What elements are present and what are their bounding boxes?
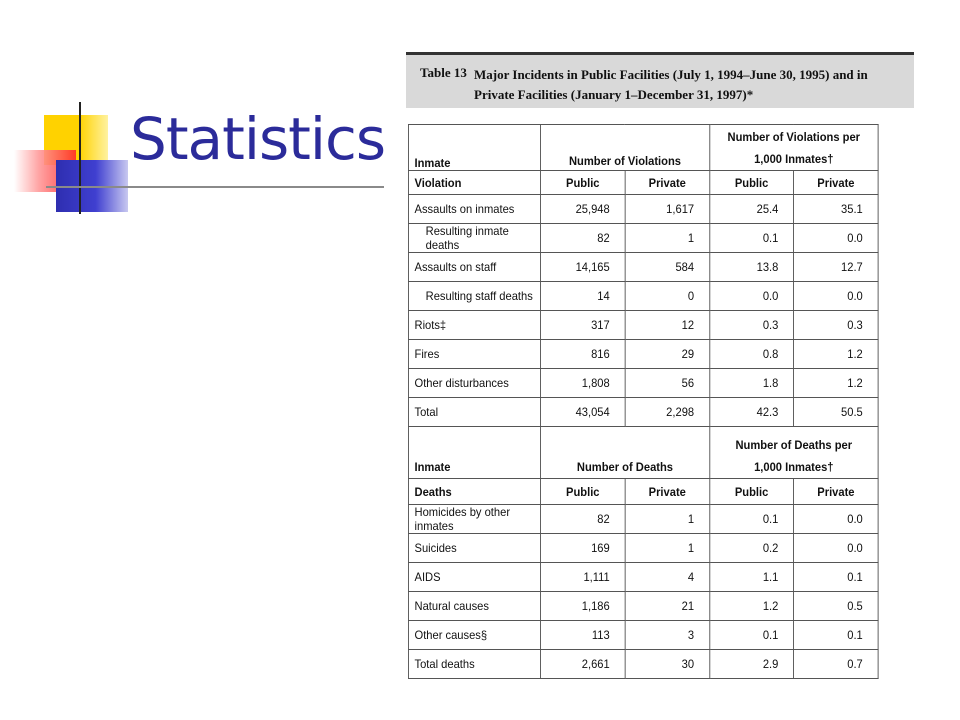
cell-value: 0.8	[709, 340, 793, 369]
violations-section	[408, 125, 878, 427]
cell-value: 30	[625, 650, 709, 679]
violations-group2-line1: Number of Violations per	[727, 130, 861, 144]
deaths-group1-header: Number of Deaths	[540, 427, 709, 479]
violations-group1-header: Number of Violations	[540, 125, 709, 171]
sub-header: Private	[625, 479, 709, 505]
row-label: Total deaths	[408, 650, 540, 679]
row-label: Assaults on staff	[408, 253, 540, 282]
cell-value: 12	[625, 311, 709, 340]
violations-header-line2: Violation	[408, 171, 540, 195]
cell-value: 1.2	[794, 369, 878, 398]
vertical-rule	[79, 102, 81, 214]
cell-value: 317	[540, 311, 625, 340]
table-row	[408, 224, 878, 253]
row-label: Riots‡	[408, 311, 540, 340]
table-row	[408, 282, 878, 311]
deaths-header-row	[408, 427, 878, 479]
cell-value: 0.5	[794, 592, 878, 621]
table-label: Table 13	[420, 65, 467, 80]
violations-header-line1: Inmate	[414, 156, 451, 170]
row-label: Total	[408, 398, 540, 427]
cell-value: 2,298	[625, 398, 709, 427]
cell-value: 43,054	[540, 398, 625, 427]
cell-value: 14	[540, 282, 625, 311]
cell-value: 12.7	[794, 253, 878, 282]
cell-value: 1,186	[540, 592, 625, 621]
cell-value: 0.1	[709, 505, 793, 534]
cell-value: 1	[625, 505, 709, 534]
sub-header: Private	[625, 171, 709, 195]
slide-logo-decoration	[0, 0, 140, 230]
cell-value: 584	[625, 253, 709, 282]
table-row	[408, 398, 878, 427]
violations-subheader-row	[408, 171, 878, 195]
cell-value: 82	[540, 224, 625, 253]
row-label: Suicides	[408, 534, 540, 563]
sub-header: Public	[540, 171, 625, 195]
cell-value: 0.3	[709, 311, 793, 340]
row-label: Fires	[408, 340, 540, 369]
deaths-section	[408, 427, 878, 679]
cell-value: 25.4	[709, 195, 793, 224]
cell-value: 56	[625, 369, 709, 398]
table-caption-text: Major Incidents in Public Facilities (July 1, 1994–June 30, 1995) and in Private Facilities (January 1–December 31, 1997)*	[474, 67, 868, 102]
sub-header: Private	[794, 171, 878, 195]
cell-value: 82	[540, 505, 625, 534]
cell-value: 1	[625, 534, 709, 563]
table-row	[408, 340, 878, 369]
slide-title: Statistics	[130, 105, 386, 173]
cell-value: 1.1	[709, 563, 793, 592]
cell-value: 3	[625, 621, 709, 650]
cell-value: 0.7	[794, 650, 878, 679]
cell-value: 0.0	[794, 505, 878, 534]
cell-value: 1.2	[709, 592, 793, 621]
cell-value: 35.1	[794, 195, 878, 224]
cell-value: 0.1	[794, 563, 878, 592]
table-row	[408, 592, 878, 621]
incidents-table	[408, 124, 879, 679]
table-row	[408, 311, 878, 340]
cell-value: 25,948	[540, 195, 625, 224]
row-label: Assaults on inmates	[408, 195, 540, 224]
cell-value: 1.2	[794, 340, 878, 369]
deaths-group2-line2: 1,000 Inmates†	[754, 460, 834, 474]
table-figure	[406, 52, 914, 712]
cell-value: 21	[625, 592, 709, 621]
cell-value: 0.0	[709, 282, 793, 311]
table-row	[408, 369, 878, 398]
cell-value: 1,808	[540, 369, 625, 398]
table-row	[408, 621, 878, 650]
row-label: Homicides by other inmates	[408, 505, 540, 534]
cell-value: 0.0	[794, 534, 878, 563]
cell-value: 0.0	[794, 224, 878, 253]
cell-value: 169	[540, 534, 625, 563]
cell-value: 13.8	[709, 253, 793, 282]
row-label: Other disturbances	[408, 369, 540, 398]
row-label: Resulting inmate deaths	[408, 224, 540, 253]
table-row	[408, 253, 878, 282]
row-label: Other causes§	[408, 621, 540, 650]
deaths-header-line2: Deaths	[408, 479, 540, 505]
cell-value: 50.5	[794, 398, 878, 427]
sub-header: Public	[709, 479, 793, 505]
row-label: Resulting staff deaths	[408, 282, 540, 311]
row-label: AIDS	[408, 563, 540, 592]
deaths-header-line1: Inmate	[408, 427, 540, 479]
cell-value: 2.9	[709, 650, 793, 679]
title-underline	[46, 186, 384, 188]
cell-value: 0	[625, 282, 709, 311]
cell-value: 1,111	[540, 563, 625, 592]
cell-value: 1.8	[709, 369, 793, 398]
sub-header: Public	[709, 171, 793, 195]
table-row	[408, 563, 878, 592]
cell-value: 0.2	[709, 534, 793, 563]
sub-header: Public	[540, 479, 625, 505]
cell-value: 816	[540, 340, 625, 369]
cell-value: 29	[625, 340, 709, 369]
cell-value: 2,661	[540, 650, 625, 679]
cell-value: 1,617	[625, 195, 709, 224]
cell-value: 113	[540, 621, 625, 650]
cell-value: 0.1	[709, 621, 793, 650]
table-row	[408, 534, 878, 563]
table-row	[408, 505, 878, 534]
violations-header-label	[408, 125, 540, 171]
cell-value: 0.1	[794, 621, 878, 650]
table-row	[408, 650, 878, 679]
cell-value: 0.0	[794, 282, 878, 311]
cell-value: 14,165	[540, 253, 625, 282]
cell-value: 4	[625, 563, 709, 592]
deaths-subheader-row	[408, 479, 878, 505]
row-label: Natural causes	[408, 592, 540, 621]
cell-value: 0.3	[794, 311, 878, 340]
table-caption	[406, 52, 914, 108]
deaths-group2-line1: Number of Deaths per	[735, 438, 853, 452]
sub-header: Private	[794, 479, 878, 505]
table-row	[408, 195, 878, 224]
violations-group2-line2: 1,000 Inmates†	[754, 152, 834, 166]
cell-value: 1	[625, 224, 709, 253]
deaths-group2-header	[709, 427, 878, 479]
cell-value: 0.1	[709, 224, 793, 253]
violations-group2-header	[709, 125, 878, 171]
cell-value: 42.3	[709, 398, 793, 427]
